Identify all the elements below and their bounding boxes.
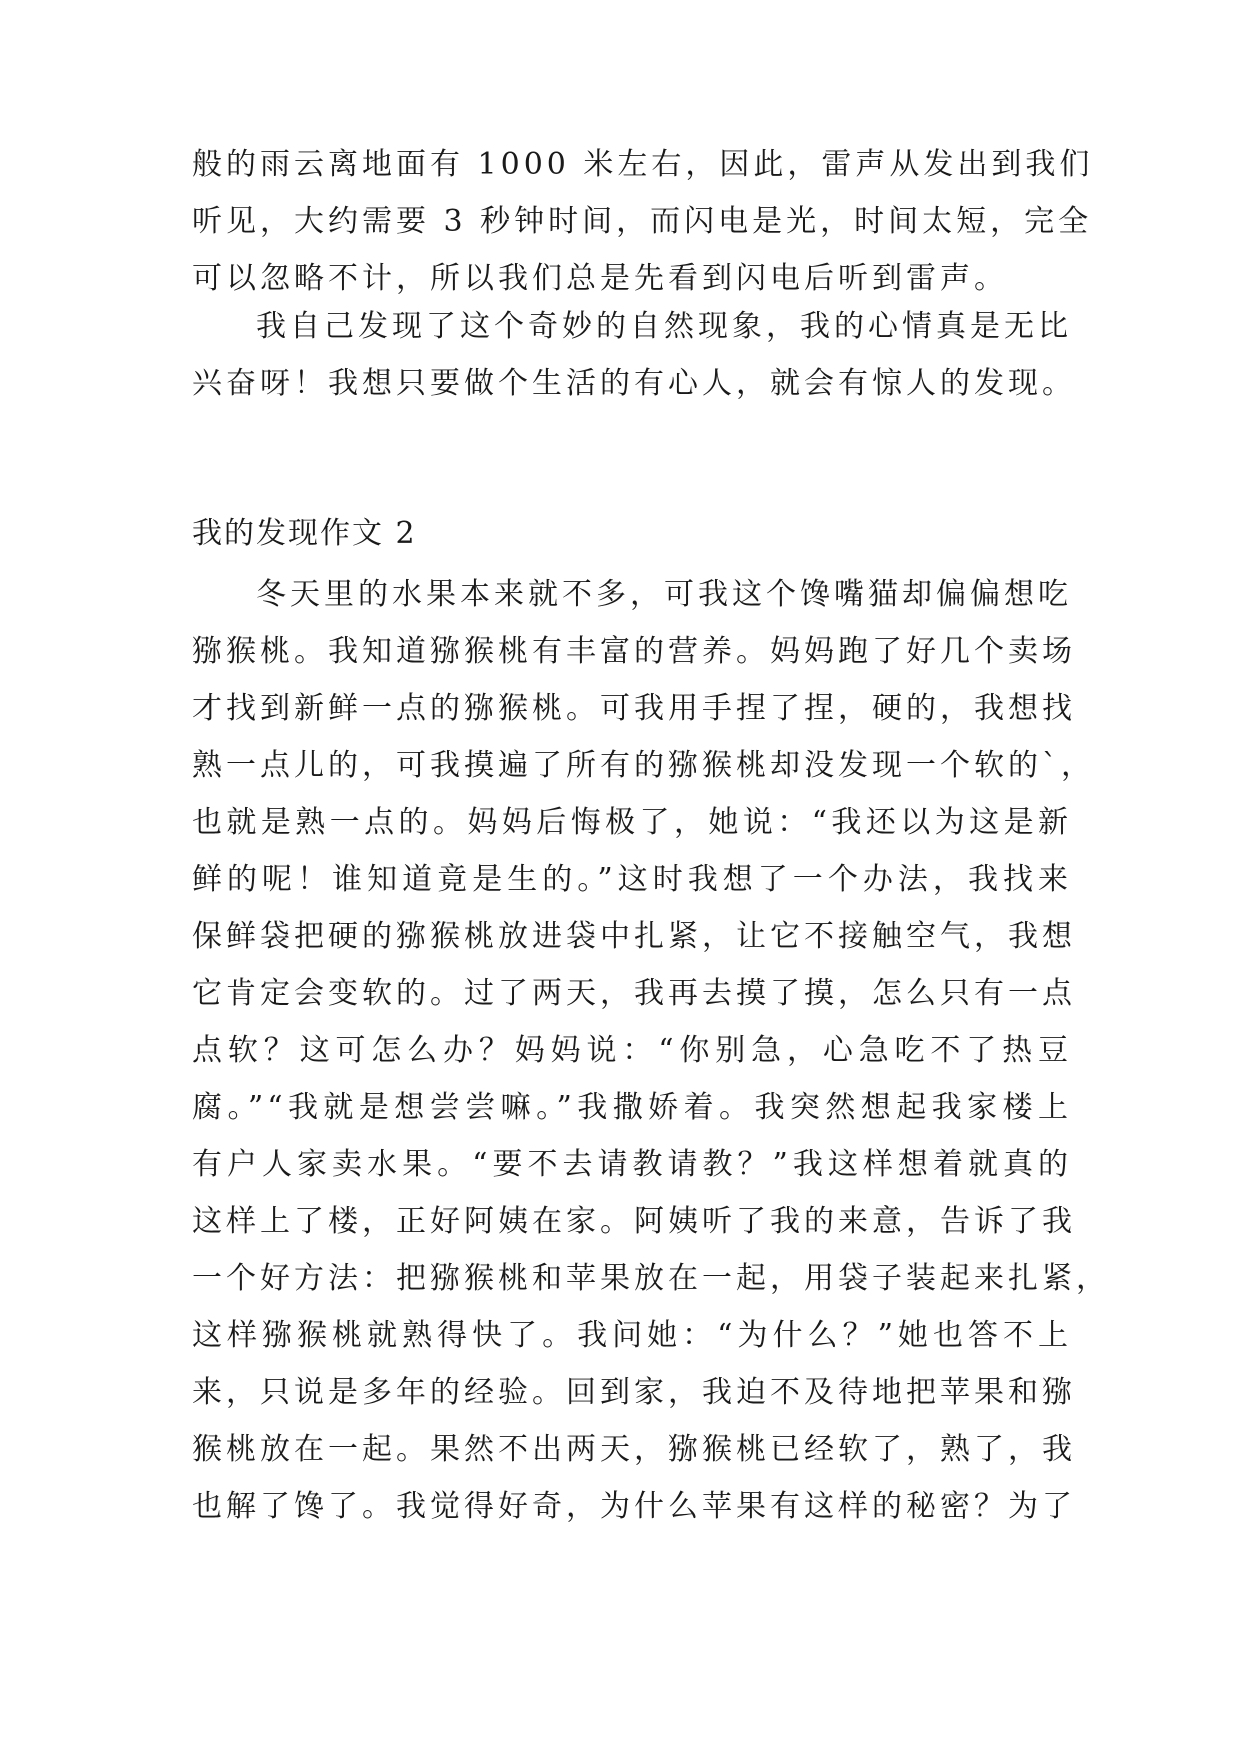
- text-line: 保鲜袋把硬的猕猴桃放进袋中扎紧，让它不接触空气，我想: [192, 919, 1076, 954]
- text-line: 鲜的呢！谁知道竟是生的。”这时我想了一个办法，我找来: [192, 862, 1072, 897]
- text-line: 它肯定会变软的。过了两天，我再去摸了摸，怎么只有一点: [192, 976, 1076, 1011]
- text-line: 般的雨云离地面有 1000 米左右，因此，雷声从发出到我们: [192, 147, 1094, 182]
- text-line: 这样猕猴桃就熟得快了。我问她：“为什么？”她也答不上: [192, 1318, 1072, 1353]
- text-line: 也解了馋了。我觉得好奇，为什么苹果有这样的秘密？为了: [192, 1489, 1076, 1524]
- text-line: 来，只说是多年的经验。回到家，我迫不及待地把苹果和猕: [192, 1375, 1076, 1410]
- essay-title: 我的发现作文 2: [192, 516, 417, 551]
- text-line: 这样上了楼，正好阿姨在家。阿姨听了我的来意，告诉了我: [192, 1204, 1076, 1239]
- text-line: 腐。”“我就是想尝尝嘛。”我撒娇着。我突然想起我家楼上: [192, 1090, 1072, 1125]
- text-line: 兴奋呀！我想只要做个生活的有心人，就会有惊人的发现。: [192, 366, 1076, 401]
- text-line: 我自己发现了这个奇妙的自然现象，我的心情真是无比: [256, 309, 1072, 344]
- text-line: 猴桃放在一起。果然不出两天，猕猴桃已经软了，熟了，我: [192, 1432, 1076, 1467]
- text-line: 猕猴桃。我知道猕猴桃有丰富的营养。妈妈跑了好几个卖场: [192, 634, 1076, 669]
- text-line: 熟一点儿的，可我摸遍了所有的猕猴桃却没发现一个软的`，: [192, 748, 1095, 783]
- text-line: 冬天里的水果本来就不多，可我这个馋嘴猫却偏偏想吃: [256, 577, 1072, 612]
- text-line: 才找到新鲜一点的猕猴桃。可我用手捏了捏，硬的，我想找: [192, 691, 1076, 726]
- text-line: 有户人家卖水果。“要不去请教请教？”我这样想着就真的: [192, 1147, 1072, 1182]
- text-line: 听见，大约需要 3 秒钟时间，而闪电是光，时间太短，完全: [192, 204, 1093, 239]
- text-line: 可以忽略不计，所以我们总是先看到闪电后听到雷声。: [192, 261, 1008, 296]
- paragraph-2: [192, 298, 1076, 412]
- text-line: 也就是熟一点的。妈妈后悔极了，她说：“我还以为这是新: [192, 805, 1072, 840]
- text-line: 点软？这可怎么办？妈妈说：“你别急，心急吃不了热豆: [192, 1033, 1072, 1068]
- text-line: 一个好方法：把猕猴桃和苹果放在一起，用袋子装起来扎紧，: [192, 1261, 1110, 1296]
- paragraph-3: [192, 566, 1110, 1535]
- paragraph-1: [192, 136, 1094, 307]
